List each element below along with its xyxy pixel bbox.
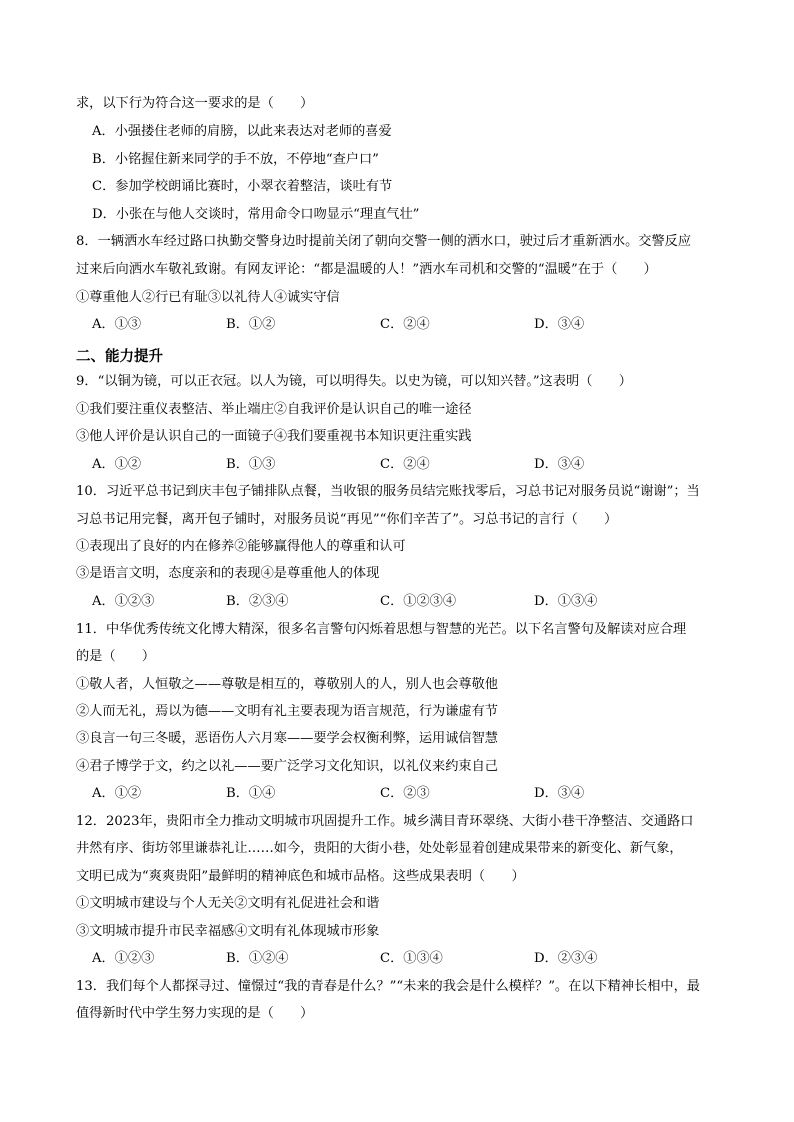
q11-stem-line-1: 11．中华优秀传统文化博大精深，很多名言警句闪烁着思想与智慧的光芒。以下名言警句及解读对应合理 (76, 622, 687, 637)
q9-choice-b: B．①③ (226, 457, 276, 472)
q9-statements-line-2: ③他人评价是认识自己的一面镜子④我们要重视书本知识更注重实践 (76, 429, 472, 444)
q12-choice-b: B．①②④ (226, 951, 289, 966)
q7-option-c: C．参加学校朗诵比赛时，小翠衣着整洁，谈吐有节 (92, 179, 393, 194)
q8-statements: ①尊重他人②行已有耻③以礼待人④诚实守信 (76, 290, 340, 305)
q12-choice-d: D．②③④ (534, 951, 598, 966)
q10-choice-d: D．①③④ (534, 594, 598, 609)
q10-statements-line-2: ③是语言文明，态度亲和的表现④是尊重他人的体现 (76, 566, 380, 581)
q12-stem-line-3: 文明已成为“爽爽贵阳”最鲜明的精神底色和城市品格。这些成果表明（ ） (76, 869, 525, 884)
q10-stem-line-1: 10．习近平总书记到庆丰包子铺排队点餐，当收银的服务员结完账找零后，习总书记对服务员说“谢谢”；当 (76, 484, 700, 499)
q9-choice-a: A．①② (92, 457, 142, 472)
q11-choice-a: A．①② (92, 786, 142, 801)
q12-choice-a: A．①②③ (92, 951, 155, 966)
q12-choice-c: C．①③④ (380, 951, 443, 966)
q7-stem: 求，以下行为符合这一要求的是（ ） (76, 96, 314, 111)
q7-option-b: B．小铭握住新来同学的手不放，不停地“查户口” (92, 152, 379, 167)
q13-stem-line-1: 13．我们每个人都探寻过、憧憬过“我的青春是什么？”“未来的我会是什么模样？”。在以下精神长相中，最 (76, 979, 700, 994)
q12-statements-line-2: ③文明城市提升市民幸福感④文明有礼体现城市形象 (76, 924, 380, 939)
q9-stem: 9．“以铜为镜，可以正衣冠。以人为镜，可以明得失。以史为镜，可以知兴替。”这表明（ ） (76, 374, 632, 389)
q11-statement-4: ④君子博学于文，约之以礼——要广泛学习文化知识，以礼仪来约束自己 (76, 759, 498, 774)
q9-choice-c: C．②④ (380, 457, 430, 472)
q12-stem-line-1: 12．2023年，贵阳市全力推动文明城市巩固提升工作。城乡满目青环翠绕、大街小巷干净整洁、交通路口 (76, 814, 694, 829)
section-heading: 二、能力提升 (76, 349, 163, 365)
q8-stem-line-1: 8．一辆洒水车经过路口执勤交警身边时提前关闭了朝向交警一侧的洒水口，驶过后才重新洒水。交警反应 (76, 234, 692, 249)
q7-option-a: A．小强搂住老师的肩膀，以此来表达对老师的喜爱 (92, 124, 392, 139)
q10-stem-line-2: 习总书记用完餐，离开包子铺时，对服务员说“再见”“你们辛苦了”。习总书记的言行（ ） (76, 512, 618, 527)
q10-statements-line-1: ①表现出了良好的内在修养②能够赢得他人的尊重和认可 (76, 539, 406, 554)
q12-stem-line-2: 井然有序、街坊邻里谦恭礼让……如今，贵阳的大街小巷，处处彰显着创建成果带来的新变化、新气象， (76, 841, 683, 856)
q7-option-d: D．小张在与他人交谈时，常用命令口吻显示“理直气壮” (92, 207, 420, 222)
q10-choice-c: C．①②③④ (380, 594, 457, 609)
q8-choice-c: C．②④ (380, 317, 430, 332)
q10-choice-b: B．②③④ (226, 594, 289, 609)
q8-choice-b: B．①② (226, 317, 276, 332)
q11-statement-3: ③良言一句三冬暖，恶语伤人六月寒——要学会权衡利弊，运用诚信智慧 (76, 731, 498, 746)
q8-choice-a: A．①③ (92, 317, 142, 332)
q12-statements-line-1: ①文明城市建设与个人无关②文明有礼促进社会和谐 (76, 896, 380, 911)
q11-choice-d: D．③④ (534, 786, 585, 801)
q10-choice-a: A．①②③ (92, 594, 155, 609)
q9-choice-d: D．③④ (534, 457, 585, 472)
q11-stem-line-2: 的是（ ） (76, 649, 156, 664)
q8-choice-d: D．③④ (534, 317, 585, 332)
q11-statement-2: ②人而无礼，焉以为德——文明有礼主要表现为语言规范，行为谦虚有节 (76, 704, 498, 719)
q13-stem-line-2: 值得新时代中学生努力实现的是（ ） (76, 1006, 314, 1021)
q9-statements-line-1: ①我们要注重仪表整洁、举止端庄②自我评价是认识自己的唯一途径 (76, 402, 472, 417)
q11-choice-c: C．②③ (380, 786, 430, 801)
q11-choice-b: B．①④ (226, 786, 276, 801)
q11-statement-1: ①敬人者，人恒敬之——尊敬是相互的，尊敬别人的人，别人也会尊敬他 (76, 677, 498, 692)
q8-stem-line-2: 过来后向洒水车敬礼致谢。有网友评论：“都是温暖的人！”洒水车司机和交警的“温暖”在于（ ） (76, 262, 657, 277)
